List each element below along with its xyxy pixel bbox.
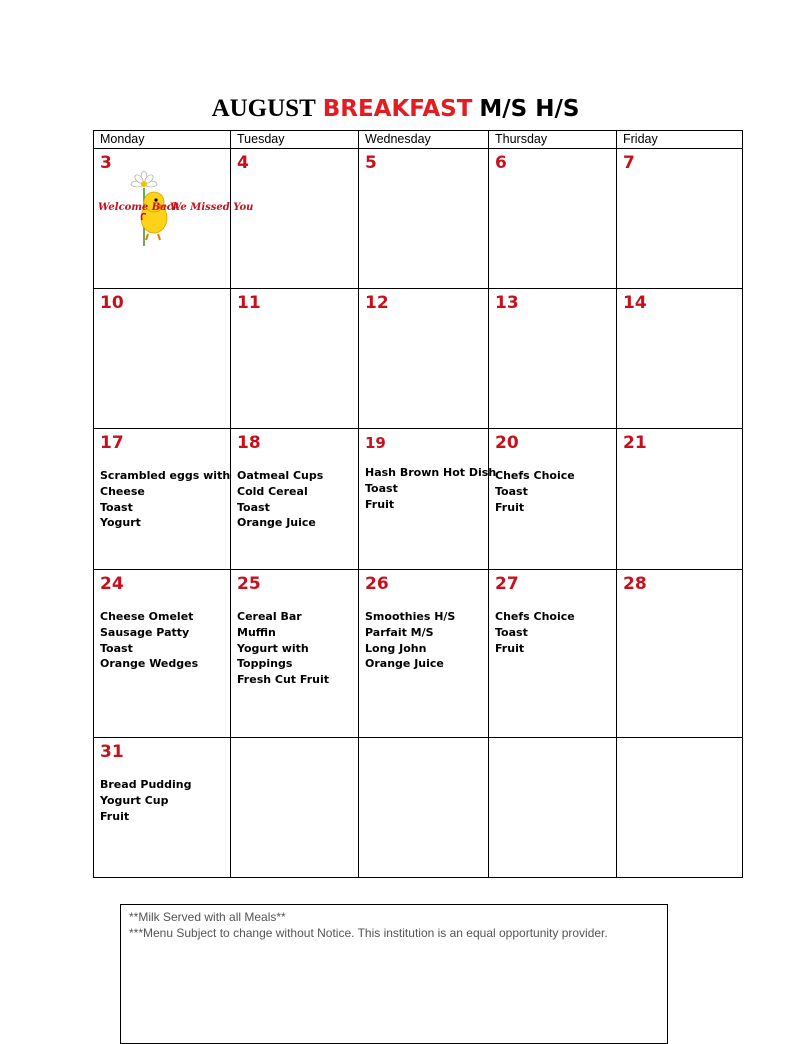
notes-box [120, 904, 668, 1044]
menu-item: Cheese Omelet [100, 610, 194, 623]
weekday-monday: Monday [94, 131, 231, 149]
menu-list [495, 609, 616, 656]
day-cell [359, 289, 489, 429]
day-cell [94, 570, 231, 738]
day-number: 26 [365, 574, 389, 594]
day-cell [231, 429, 359, 570]
menu-item: Orange Wedges [100, 657, 199, 671]
day-cell [359, 429, 497, 570]
day-number: 12 [365, 293, 389, 313]
menu-item: Yogurt Cup [100, 793, 169, 807]
menu-item: Muffin [237, 625, 276, 639]
day-cell [231, 289, 359, 429]
day-number: 21 [623, 433, 647, 453]
menu-item: Fresh Cut Fruit [237, 673, 329, 687]
calendar-table [93, 130, 743, 878]
menu-item: Cheese [100, 484, 145, 498]
day-cell [94, 429, 231, 570]
day-cell [359, 570, 489, 738]
day-cell [231, 570, 359, 738]
menu-item: Sausage Patty [100, 625, 190, 639]
day-number: 5 [365, 153, 377, 173]
menu-item: Orange Juice [237, 516, 316, 530]
weekday-wednesday: Wednesday [359, 131, 489, 149]
menu-item: Smoothies H/S [365, 610, 456, 623]
welcome-back-duck-image [96, 174, 254, 254]
day-cell [359, 149, 489, 289]
day-cell [489, 149, 617, 289]
day-cell [231, 149, 359, 289]
day-cell [617, 570, 743, 738]
flower-icon [131, 171, 157, 187]
menu-item: Parfait M/S [365, 625, 434, 639]
menu-list [100, 777, 230, 824]
page-title [0, 94, 791, 123]
menu-item: Long John [365, 641, 427, 655]
day-cell [489, 429, 617, 570]
menu-item: Cereal Bar [237, 610, 302, 623]
menu-item: Toast [100, 641, 133, 655]
menu-item: Toppings [237, 657, 293, 671]
day-number: 19 [365, 434, 386, 452]
menu-list [100, 468, 230, 531]
day-cell [617, 738, 743, 878]
day-number: 10 [100, 293, 124, 313]
menu-item: Yogurt with [237, 641, 309, 655]
menu-item: Toast [495, 484, 528, 498]
day-cell [359, 738, 489, 878]
day-number: 27 [495, 574, 519, 594]
menu-list [495, 468, 616, 515]
day-cell [617, 149, 743, 289]
menu-list [100, 609, 230, 672]
menu-item: Cold Cereal [237, 484, 308, 498]
menu-item: Fruit [495, 641, 525, 655]
day-number: 18 [237, 433, 261, 453]
day-cell [489, 289, 617, 429]
weekday-thursday: Thursday [489, 131, 617, 149]
day-cell [617, 429, 743, 570]
menu-item: Scrambled eggs with [100, 469, 231, 482]
menu-item: Fruit [100, 809, 130, 823]
weekday-header-row [94, 131, 743, 149]
menu-item: Fruit [495, 500, 525, 514]
svg-text:We Missed You: We Missed You [170, 202, 254, 213]
notes-milk: **Milk Served with all Meals** [129, 910, 286, 924]
svg-text:Welcome Back: Welcome Back [98, 202, 180, 213]
menu-list [365, 465, 497, 512]
weekday-friday: Friday [617, 131, 743, 149]
menu-item: Orange Juice [365, 657, 444, 671]
day-number: 4 [237, 153, 249, 173]
menu-item: Fruit [365, 497, 395, 511]
week-row [94, 289, 743, 429]
title-month: AUGUST [211, 95, 316, 122]
day-cell [617, 289, 743, 429]
week-row [94, 149, 743, 289]
day-cell [94, 289, 231, 429]
day-number: 25 [237, 574, 261, 594]
title-meal: BREAKFAST [322, 96, 473, 122]
menu-item: Chefs Choice [495, 469, 575, 482]
menu-item: Chefs Choice [495, 610, 575, 623]
weekday-tuesday: Tuesday [231, 131, 359, 149]
day-number: 31 [100, 742, 124, 762]
week-row [94, 570, 743, 738]
menu-item: Hash Brown Hot Dish [365, 466, 497, 479]
title-schools: M/S H/S [479, 96, 580, 122]
day-number: 14 [623, 293, 647, 313]
menu-item: Toast [100, 500, 133, 514]
day-cell [231, 738, 359, 878]
day-number: 11 [237, 293, 261, 313]
day-cell [94, 738, 231, 878]
menu-item: Toast [237, 500, 270, 514]
day-number: 20 [495, 433, 519, 453]
menu-list [237, 468, 358, 531]
day-cell [489, 570, 617, 738]
day-number: 6 [495, 153, 507, 173]
day-number: 3 [100, 153, 112, 173]
menu-item: Toast [495, 625, 528, 639]
menu-list [237, 609, 358, 688]
day-number: 13 [495, 293, 519, 313]
day-cell [94, 149, 254, 289]
day-number: 17 [100, 433, 124, 453]
day-number: 28 [623, 574, 647, 594]
day-number: 7 [623, 153, 635, 173]
week-row [94, 429, 743, 570]
notes-disclaimer: ***Menu Subject to change without Notice. This institution is an equal opportunity provider. [129, 926, 608, 940]
day-number: 24 [100, 574, 124, 594]
menu-item: Yogurt [100, 516, 141, 530]
day-cell [489, 738, 617, 878]
menu-item: Toast [365, 481, 398, 495]
menu-item: Oatmeal Cups [237, 469, 324, 482]
menu-item: Bread Pudding [100, 778, 192, 791]
week-row [94, 738, 743, 878]
menu-list [365, 609, 488, 672]
